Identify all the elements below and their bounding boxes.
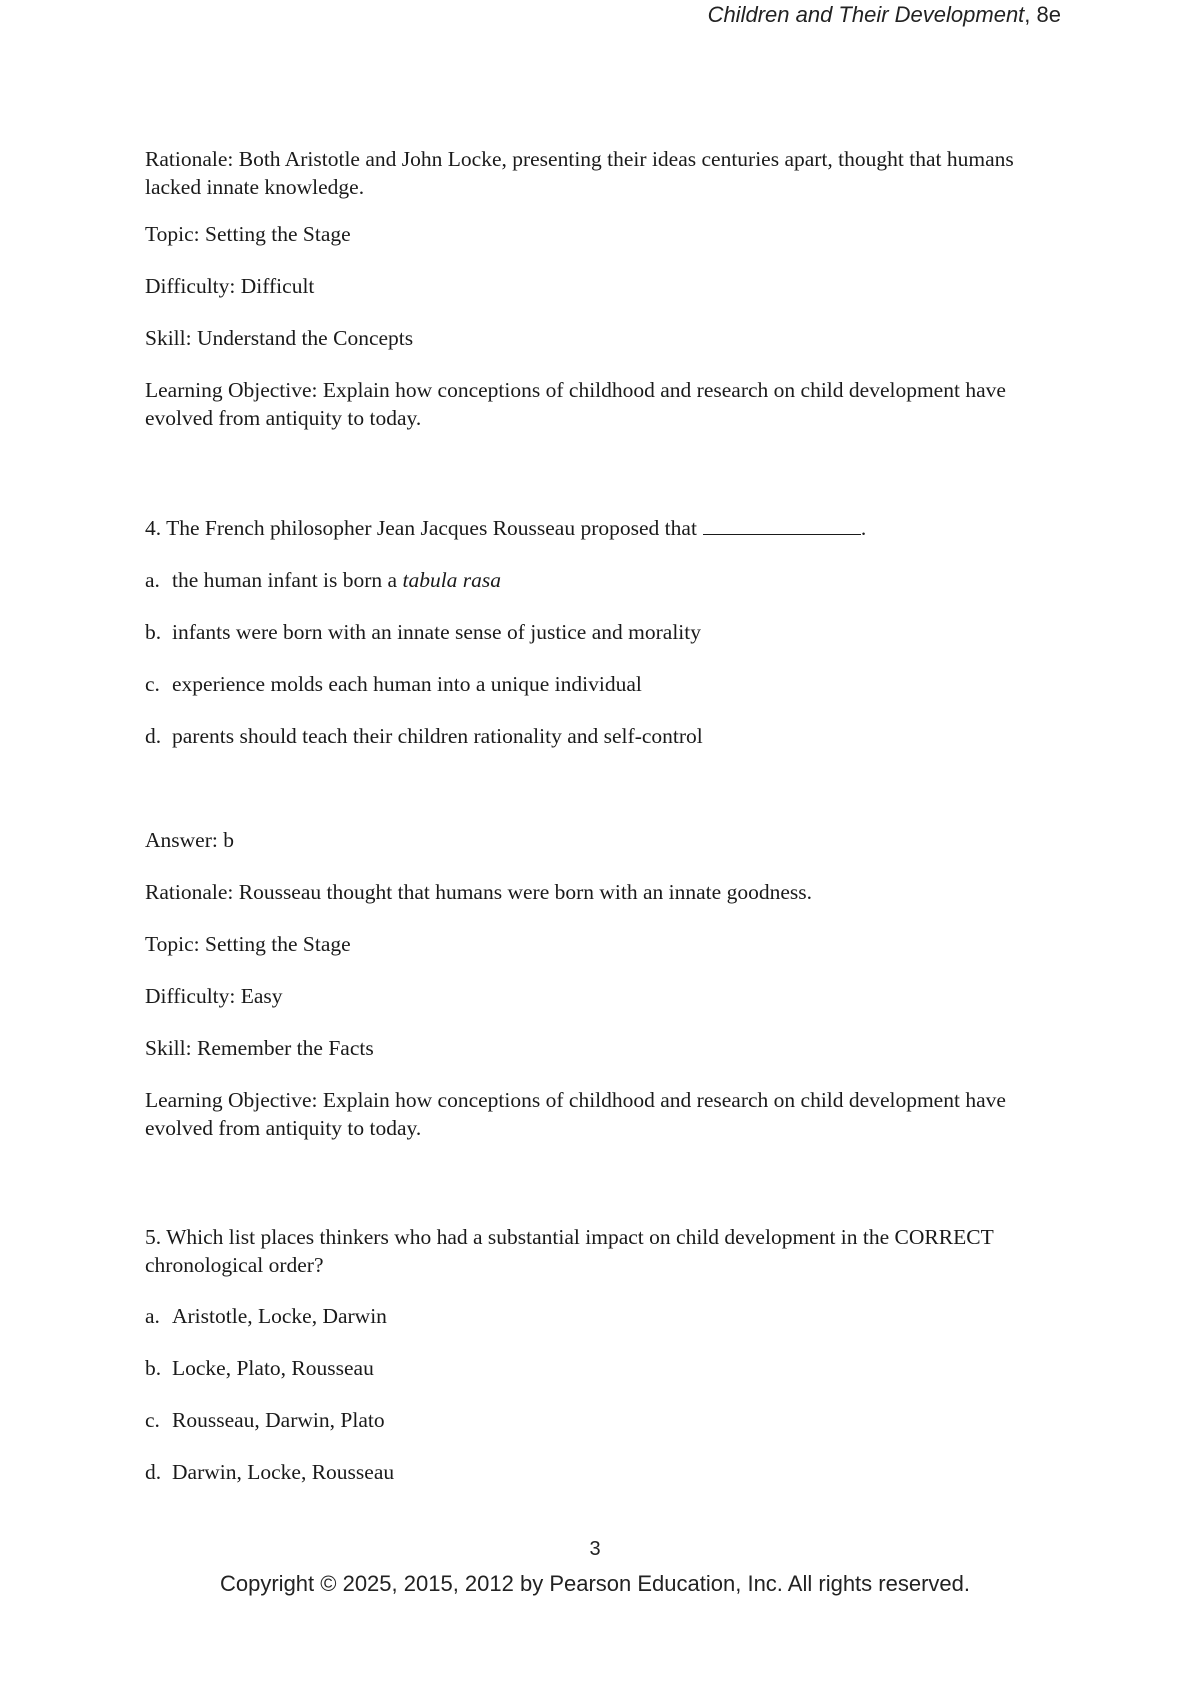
option-text: Locke, Plato, Rousseau (172, 1356, 374, 1380)
option-letter: d. (145, 724, 162, 748)
option-letter: b. (145, 620, 162, 644)
page-number: 3 (589, 1538, 601, 1560)
q5-stem: 5. Which list places thinkers who had a substantial impact on child development in the CORRECT chronological order? (145, 1225, 994, 1277)
q3-topic: Topic: Setting the Stage (145, 222, 351, 246)
q3-skill: Skill: Understand the Concepts (145, 326, 414, 350)
option-text: experience molds each human into a unique individual (172, 672, 642, 696)
option-letter: a. (145, 568, 160, 592)
q4-option-a (145, 567, 1045, 595)
q3-learning-objective: Learning Objective: Explain how conceptions of childhood and research on child development have evolved from antiquity to today. (145, 378, 1006, 430)
q4-stem-text: 4. The French philosopher Jean Jacques Rousseau proposed that (145, 516, 697, 540)
option-letter: c. (145, 672, 160, 696)
book-title: Children and Their Development (707, 2, 1025, 27)
q4-option-d (145, 723, 1045, 751)
q5-option-b (145, 1355, 1045, 1383)
q4-topic: Topic: Setting the Stage (145, 932, 351, 956)
q4-stem-end: . (860, 516, 867, 540)
option-letter: a. (145, 1304, 160, 1328)
option-letter: c. (145, 1408, 160, 1432)
copyright-notice: Copyright © 2025, 2015, 2012 by Pearson Education, Inc. All rights reserved. (220, 1571, 970, 1596)
option-text: Darwin, Locke, Rousseau (172, 1460, 395, 1484)
q5-option-a (145, 1303, 1045, 1331)
q3-difficulty: Difficulty: Difficult (145, 274, 315, 298)
q3-rationale: Rationale: Both Aristotle and John Locke, presenting their ideas centuries apart, thought that humans lacked innate knowledge. (145, 147, 1014, 199)
q4-rationale: Rationale: Rousseau thought that humans were born with an innate goodness. (145, 880, 812, 904)
answer-blank (703, 516, 861, 535)
q4-option-b (145, 619, 1045, 647)
q5-option-d (145, 1459, 1045, 1487)
option-text-italic: tabula rasa (402, 568, 502, 592)
option-text: Aristotle, Locke, Darwin (172, 1304, 387, 1328)
q4-answer: Answer: b (145, 828, 234, 852)
option-text: infants were born with an innate sense of justice and morality (172, 620, 701, 644)
q5-option-c (145, 1407, 1045, 1435)
q4-skill: Skill: Remember the Facts (145, 1036, 374, 1060)
option-letter: d. (145, 1460, 162, 1484)
q4-learning-objective: Learning Objective: Explain how conceptions of childhood and research on child development have evolved from antiquity to today. (145, 1088, 1006, 1140)
q4-stem (145, 515, 1045, 543)
option-text: parents should teach their children rationality and self-control (172, 724, 703, 748)
option-text: the human infant is born a (172, 568, 403, 592)
option-text: Rousseau, Darwin, Plato (172, 1408, 385, 1432)
q4-option-c (145, 671, 1045, 699)
q4-difficulty: Difficulty: Easy (145, 984, 283, 1008)
option-letter: b. (145, 1356, 162, 1380)
book-edition: , 8e (1024, 2, 1061, 27)
running-header (708, 2, 1061, 28)
